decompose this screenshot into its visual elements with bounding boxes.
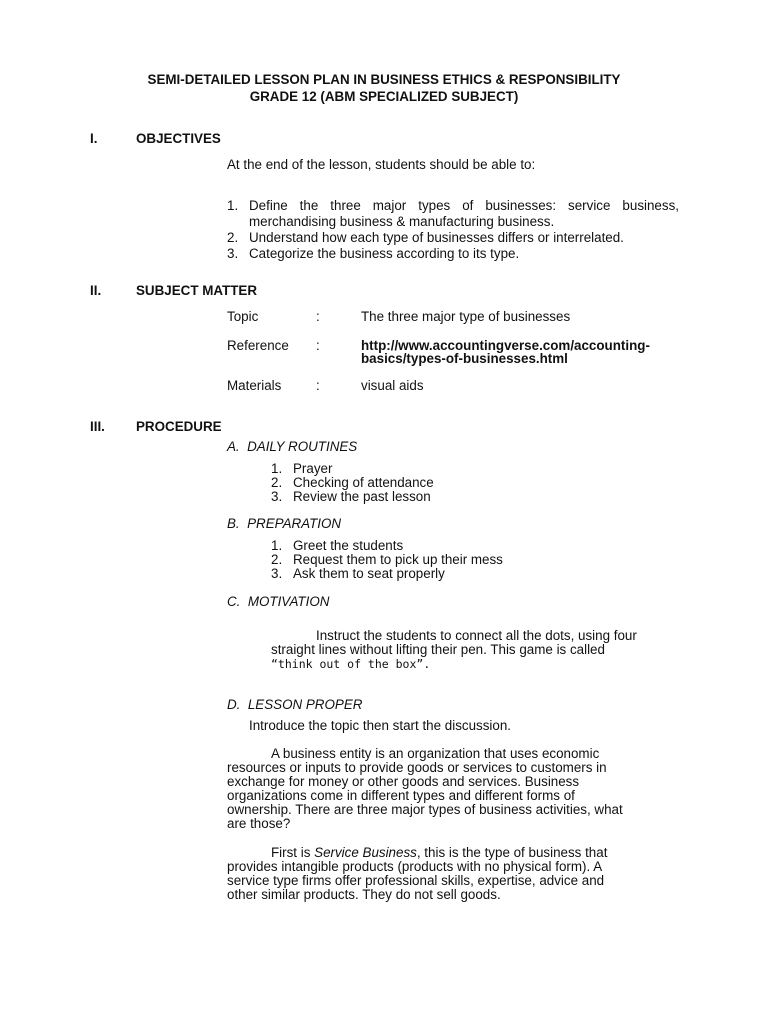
paragraph-lead-text: First is xyxy=(271,845,315,860)
section-heading-subject-matter: SUBJECT MATTER xyxy=(136,283,258,298)
motivation-text-continued: straight lines without lifting their pen. This game is called xyxy=(271,642,605,657)
section-numeral-subject-matter: II. xyxy=(90,283,102,298)
section-numeral-objectives: I. xyxy=(90,131,98,146)
paragraph-line: exchange for money or other goods and services. Business xyxy=(227,774,580,789)
reference-link-continued[interactable]: basics/types-of-businesses.html xyxy=(361,351,568,366)
list-item-number: 2. xyxy=(271,552,283,567)
list-item-number: 2. xyxy=(271,475,283,490)
materials-colon: : xyxy=(316,378,320,393)
materials-value: visual aids xyxy=(361,378,424,393)
paragraph-line: ownership. There are three major types of business activities, what xyxy=(227,802,623,817)
list-item: Ask them to seat properly xyxy=(293,566,445,581)
list-item-number: 1. xyxy=(271,461,283,476)
paragraph-line: organizations come in different types and different forms of xyxy=(227,788,575,803)
section-heading-procedure: PROCEDURE xyxy=(136,419,222,434)
list-item-number: 3. xyxy=(271,566,283,581)
list-item: Prayer xyxy=(293,461,333,476)
section-numeral-procedure: III. xyxy=(90,419,105,434)
paragraph-lead-rest: , this is the type of business that xyxy=(416,845,608,860)
materials-label: Materials xyxy=(227,378,282,393)
paragraph-line: A business entity is an organization that uses economic xyxy=(271,746,600,761)
paragraph-line: service type firms offer professional skills, expertise, advice and xyxy=(227,873,605,888)
document-title-line-2: GRADE 12 (ABM SPECIALIZED SUBJECT) xyxy=(249,89,519,104)
objective-number: 2. xyxy=(227,230,239,245)
objective-number: 1. xyxy=(227,198,239,213)
reference-colon: : xyxy=(316,338,320,353)
objective-text-continued: merchandising business & manufacturing business. xyxy=(249,214,555,229)
list-item-number: 3. xyxy=(271,489,283,504)
subheading-lesson-proper: D. LESSON PROPER xyxy=(227,697,363,712)
topic-label: Topic xyxy=(227,309,259,324)
paragraph-line: other similar products. They do not sell goods. xyxy=(227,887,501,902)
reference-label: Reference xyxy=(227,338,289,353)
section-heading-objectives: OBJECTIVES xyxy=(136,131,221,146)
reference-link[interactable]: http://www.accountingverse.com/accounting- xyxy=(361,338,650,353)
objectives-intro: At the end of the lesson, students should be able to: xyxy=(227,157,536,172)
topic-colon: : xyxy=(316,309,320,324)
service-business-paragraph-lead xyxy=(271,845,607,860)
objective-number: 3. xyxy=(227,246,239,261)
motivation-text: Instruct the students to connect all the dots, using four xyxy=(316,628,637,643)
subheading-motivation: C. MOTIVATION xyxy=(227,594,330,609)
paragraph-line: resources or inputs to provide goods or services to customers in xyxy=(227,760,607,775)
subheading-daily-routines: A. DAILY ROUTINES xyxy=(227,439,358,454)
objective-text: Categorize the business according to its type. xyxy=(249,246,520,261)
objective-text: Understand how each type of businesses differs or interrelated. xyxy=(249,230,624,245)
service-business-term: Service Business xyxy=(314,845,417,860)
subheading-preparation: B. PREPARATION xyxy=(227,516,342,531)
list-item: Greet the students xyxy=(293,538,404,553)
motivation-game-name: “think out of the box”. xyxy=(271,657,431,671)
objective-text: Define the three major types of businesses: service business, xyxy=(249,198,679,213)
list-item: Request them to pick up their mess xyxy=(293,552,503,567)
list-item: Checking of attendance xyxy=(293,475,434,490)
topic-value: The three major type of businesses xyxy=(361,309,571,324)
lesson-intro: Introduce the topic then start the discussion. xyxy=(249,718,512,733)
list-item-number: 1. xyxy=(271,538,283,553)
list-item: Review the past lesson xyxy=(293,489,431,504)
document-title-line-1: SEMI-DETAILED LESSON PLAN IN BUSINESS ETHICS & RESPONSIBILITY xyxy=(147,72,621,87)
paragraph-line: provides intangible products (products with no physical form). A xyxy=(227,859,603,874)
paragraph-line: are those? xyxy=(227,816,291,831)
